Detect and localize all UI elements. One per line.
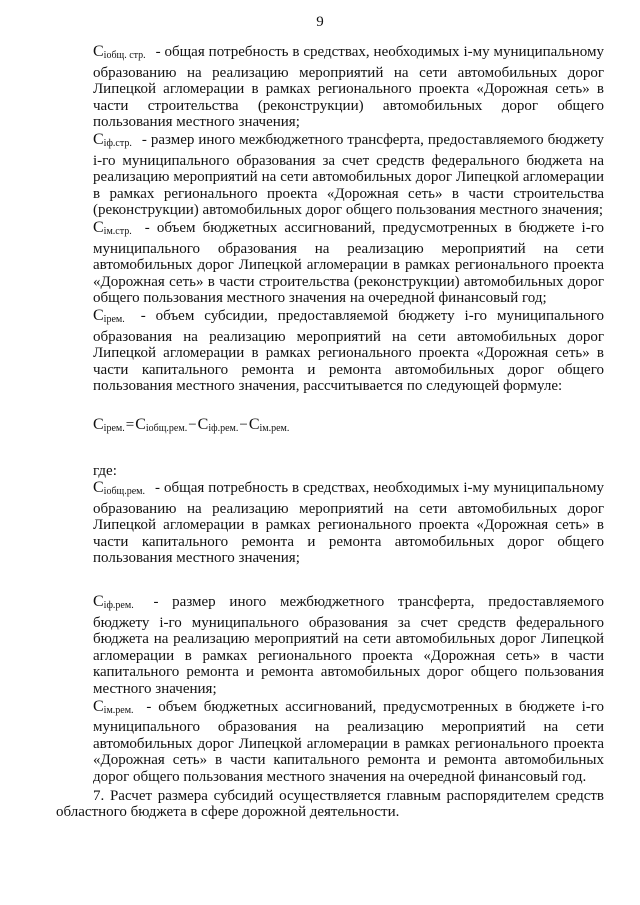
- symbol: $C_{iф.стр.}$: [93, 130, 132, 149]
- definition-item: [56, 594, 604, 698]
- symbol: $C_{iобщ. стр.}$: [93, 43, 146, 61]
- definition-text: - размер иного межбюджетного трансферта, предоставляемого бюджету i-го муниципального образования за счет средств федерального бюджета на реализацию мероприятий на сети автомобильных дорог Липецкой агломерации в рамках регионального проекта «Дорожная сеть» в части строительства (реконструкции) автомобильных дорог общего пользования местного значения;: [93, 131, 605, 219]
- definition-item: [56, 132, 604, 219]
- definition-item: [56, 220, 604, 307]
- definition-item: [56, 480, 604, 567]
- definition-text: - объем бюджетных ассигнований, предусмотренных в бюджете i-го муниципального образования на реализацию мероприятий на сети автомобильных дорог Липецкой агломерации в рамках регионального проекта «Дорожная сеть» в части строительства (реконструкции) автомобильных дорог общего пользования местного значения на очередной финансовый год;: [93, 219, 604, 307]
- definition-text: - общая потребность в средствах, необходимых i-му муниципальному образованию на реализацию мероприятий на сети автомобильных дорог Липецкой агломерации в рамках регионального проекта «Дорожная сеть» в части капитального ремонта и ремонта автомобильных дорог общего пользования местного значения;: [93, 480, 604, 567]
- symbol: $C_{iрем.}$: [93, 306, 125, 325]
- definition-text: - объем бюджетных ассигнований, предусмотренных в бюджете i-го муниципального образования на реализацию мероприятий на сети автомобильных дорог Липецкой агломерации в рамках регионального проекта «Дорожная сеть» в части капитального ремонта и ремонта автомобильных дорог общего пользования местного значения на очередной финансовый год.: [93, 698, 605, 785]
- where-label: где:: [93, 463, 117, 480]
- definition-text: - объем субсидии, предоставляемой бюджету i-го муниципального образования на реализацию мероприятий на сети автомобильных дорог Липецкой агломерации в рамках регионального проекта «Дорожная сеть» в части капитального ремонта и ремонта автомобильных дорог общего пользования местного значения, рассчитывается по следующей формуле:: [93, 307, 604, 395]
- symbol: $C_{iм.стр.}$: [93, 218, 132, 237]
- definition-text: - размер иного межбюджетного трансферта, предоставляемого бюджету i-го муниципального образования за счет средств федерального бюджета на реализацию мероприятий на сети автомобильных дорог Липецкой агломерации в рамках регионального проекта «Дорожная сеть» в части капитального ремонта и ремонта автомобильных дорог общего пользования местного значения;: [93, 594, 604, 697]
- definition-item: [56, 699, 604, 786]
- symbol: $C_{iф.рем.}$: [93, 593, 134, 612]
- definition-item: [56, 308, 604, 395]
- definition-text: - общая потребность в средствах, необходимых i-му муниципальному образованию на реализацию мероприятий на сети автомобильных дорог Липецкой агломерации в рамках регионального проекта «Дорожная сеть» в части строительства (реконструкции) автомобильных дорог общего пользования местного значения;: [93, 44, 604, 131]
- symbol: $C_{iобщ.рем.}$: [93, 479, 146, 498]
- point-7: 7. Расчет размера субсидий осуществляется главным распорядителем средств областного бюджета в сфере дорожной деятельности.: [56, 787, 604, 821]
- formula: Ciрем.=Ciобщ.рем.−Ciф.рем.−Ciм.рем.: [93, 415, 290, 434]
- symbol: $C_{iм.рем.}$: [93, 697, 134, 716]
- page-number: 9: [316, 14, 324, 30]
- definition-item: [56, 44, 604, 131]
- document-body: [56, 44, 604, 821]
